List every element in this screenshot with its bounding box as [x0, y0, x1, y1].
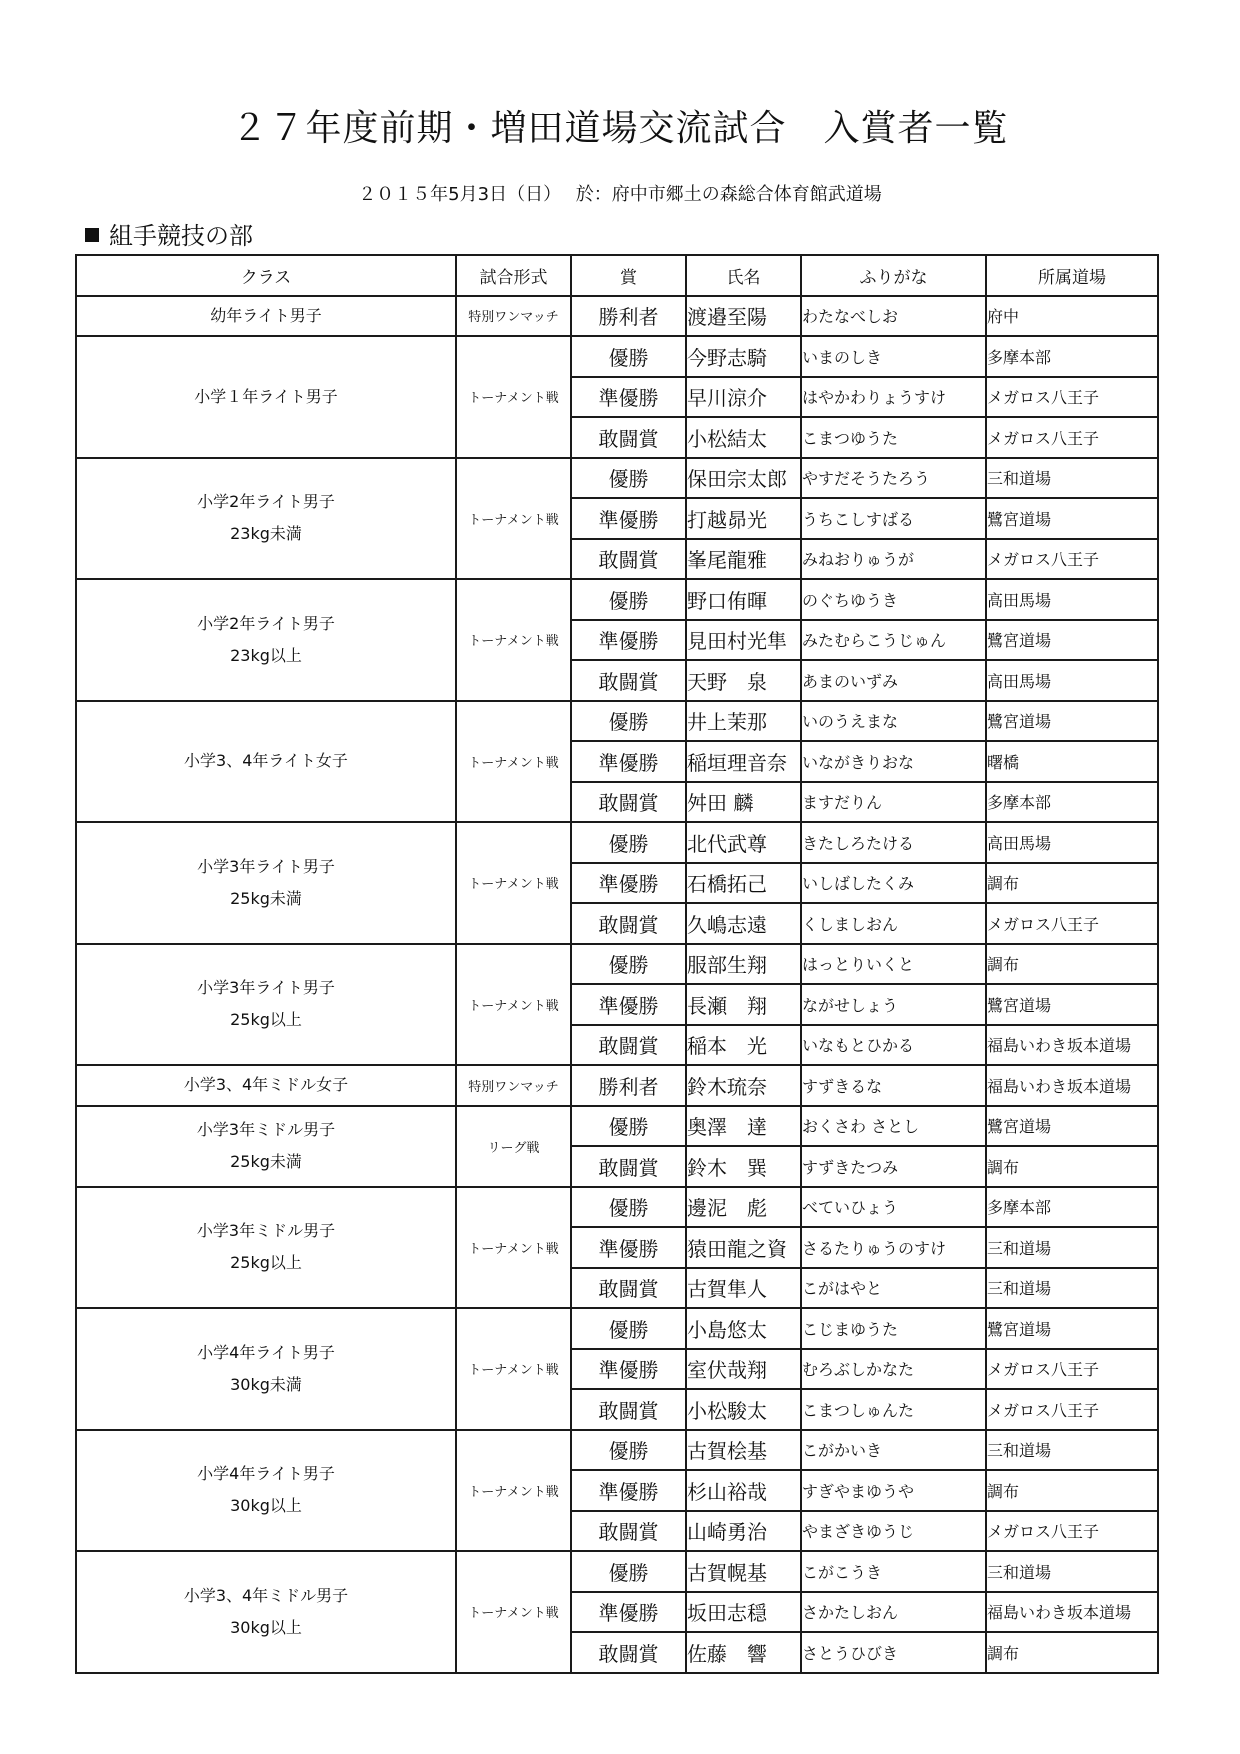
- name-cell: 古賀隼人: [686, 1268, 801, 1309]
- dojo-cell: メガロス八王子: [986, 1349, 1158, 1390]
- dojo-cell: 鷺宮道場: [986, 701, 1158, 742]
- class-line: 25kg以上: [230, 1253, 302, 1273]
- award-cell: 敢闘賞: [571, 1632, 686, 1673]
- name-cell: 稲本 光: [686, 1025, 801, 1066]
- award-cell: 敢闘賞: [571, 1268, 686, 1309]
- furigana-cell: すずきたつみ: [801, 1146, 986, 1187]
- format-cell: トーナメント戦: [456, 1308, 571, 1430]
- furigana-cell: おくさわ さとし: [801, 1106, 986, 1147]
- class-line: 小学3、4年ミドル男子: [183, 1585, 349, 1605]
- dojo-cell: 調布: [986, 1470, 1158, 1511]
- award-cell: 敢闘賞: [571, 1511, 686, 1552]
- name-cell: 鈴木琉奈: [686, 1065, 801, 1106]
- name-cell: 古賀桧基: [686, 1430, 801, 1471]
- class-cell: [76, 944, 456, 1066]
- dojo-cell: 鷺宮道場: [986, 1106, 1158, 1147]
- name-cell: 石橋拓己: [686, 863, 801, 904]
- award-cell: 準優勝: [571, 1227, 686, 1268]
- name-cell: 渡邉至陽: [686, 296, 801, 337]
- furigana-cell: こがはやと: [801, 1268, 986, 1309]
- header-award: 賞: [571, 255, 686, 296]
- name-cell: 早川涼介: [686, 377, 801, 418]
- format-cell: トーナメント戦: [456, 1551, 571, 1673]
- award-cell: 準優勝: [571, 377, 686, 418]
- name-cell: 峯尾龍雅: [686, 539, 801, 580]
- furigana-cell: はやかわりょうすけ: [801, 377, 986, 418]
- furigana-cell: こまつしゅんた: [801, 1389, 986, 1430]
- class-cell: [76, 579, 456, 701]
- format-cell: 特別ワンマッチ: [456, 296, 571, 337]
- dojo-cell: 多摩本部: [986, 336, 1158, 377]
- award-cell: 優勝: [571, 1187, 686, 1228]
- table-row: [76, 944, 1158, 985]
- name-cell: 打越昴光: [686, 498, 801, 539]
- award-cell: 優勝: [571, 701, 686, 742]
- dojo-cell: メガロス八王子: [986, 903, 1158, 944]
- dojo-cell: 福島いわき坂本道場: [986, 1065, 1158, 1106]
- dojo-cell: 高田馬場: [986, 660, 1158, 701]
- black-square-icon: [85, 228, 99, 242]
- dojo-cell: 調布: [986, 944, 1158, 985]
- furigana-cell: いながきりおな: [801, 741, 986, 782]
- award-cell: 優勝: [571, 458, 686, 499]
- dojo-cell: 高田馬場: [986, 822, 1158, 863]
- furigana-cell: こじまゆうた: [801, 1308, 986, 1349]
- furigana-cell: いしばしたくみ: [801, 863, 986, 904]
- dojo-cell: 府中: [986, 296, 1158, 337]
- furigana-cell: はっとりいくと: [801, 944, 986, 985]
- class-line: 30kg未満: [230, 1374, 302, 1394]
- table-row: [76, 458, 1158, 499]
- furigana-cell: さかたしおん: [801, 1592, 986, 1633]
- name-cell: 見田村光隼: [686, 620, 801, 661]
- furigana-cell: あまのいずみ: [801, 660, 986, 701]
- furigana-cell: ますだりん: [801, 782, 986, 823]
- dojo-cell: 福島いわき坂本道場: [986, 1025, 1158, 1066]
- dojo-cell: 福島いわき坂本道場: [986, 1592, 1158, 1633]
- name-cell: 小松駿太: [686, 1389, 801, 1430]
- furigana-cell: みたむらこうじゅん: [801, 620, 986, 661]
- award-cell: 敢闘賞: [571, 539, 686, 580]
- class-line: 小学4年ライト男子: [197, 1342, 335, 1362]
- class-line: 小学3年ミドル男子: [196, 1221, 336, 1241]
- dojo-cell: メガロス八王子: [986, 539, 1158, 580]
- class-cell: [76, 1106, 456, 1187]
- dojo-cell: 三和道場: [986, 1551, 1158, 1592]
- dojo-cell: 曙橋: [986, 741, 1158, 782]
- format-cell: トーナメント戦: [456, 701, 571, 823]
- header-format: 試合形式: [456, 255, 571, 296]
- furigana-cell: こがかいき: [801, 1430, 986, 1471]
- class-cell: [76, 701, 456, 823]
- table-row: [76, 1551, 1158, 1592]
- name-cell: 北代武尊: [686, 822, 801, 863]
- dojo-cell: 調布: [986, 1632, 1158, 1673]
- name-cell: 古賀幌基: [686, 1551, 801, 1592]
- name-cell: 野口侑暉: [686, 579, 801, 620]
- name-cell: 奥澤 達: [686, 1106, 801, 1147]
- header-furigana: ふりがな: [801, 255, 986, 296]
- award-cell: 敢闘賞: [571, 660, 686, 701]
- name-cell: 猿田龍之資: [686, 1227, 801, 1268]
- furigana-cell: さとうひびき: [801, 1632, 986, 1673]
- class-line: 23kg未満: [230, 524, 302, 544]
- name-cell: 久嶋志遠: [686, 903, 801, 944]
- dojo-cell: 鷺宮道場: [986, 498, 1158, 539]
- class-line: 幼年ライト男子: [210, 305, 322, 325]
- name-cell: 舛田 麟: [686, 782, 801, 823]
- award-cell: 準優勝: [571, 863, 686, 904]
- format-cell: トーナメント戦: [456, 1430, 571, 1552]
- furigana-cell: うちこしすばる: [801, 498, 986, 539]
- section-label: 組手競技の部: [109, 222, 253, 250]
- name-cell: 鈴木 巽: [686, 1146, 801, 1187]
- table-row: [76, 1308, 1158, 1349]
- furigana-cell: さるたりゅうのすけ: [801, 1227, 986, 1268]
- format-cell: トーナメント戦: [456, 579, 571, 701]
- name-cell: 小松結太: [686, 417, 801, 458]
- furigana-cell: みねおりゅうが: [801, 539, 986, 580]
- table-row: [76, 1430, 1158, 1471]
- name-cell: 長瀬 翔: [686, 984, 801, 1025]
- dojo-cell: 調布: [986, 863, 1158, 904]
- award-cell: 敢闘賞: [571, 903, 686, 944]
- furigana-cell: こまつゆうた: [801, 417, 986, 458]
- dojo-cell: 調布: [986, 1146, 1158, 1187]
- award-cell: 優勝: [571, 944, 686, 985]
- dojo-cell: 鷺宮道場: [986, 984, 1158, 1025]
- dojo-cell: メガロス八王子: [986, 1389, 1158, 1430]
- furigana-cell: わたなべしお: [801, 296, 986, 337]
- format-cell: トーナメント戦: [456, 944, 571, 1066]
- dojo-cell: 多摩本部: [986, 782, 1158, 823]
- award-cell: 準優勝: [571, 1470, 686, 1511]
- class-cell: [76, 1308, 456, 1430]
- class-line: 小学１年ライト男子: [194, 386, 338, 406]
- section-heading: [85, 216, 253, 251]
- class-cell: [76, 1551, 456, 1673]
- award-cell: 優勝: [571, 336, 686, 377]
- award-cell: 敢闘賞: [571, 1146, 686, 1187]
- header-dojo: 所属道場: [986, 255, 1158, 296]
- class-line: 小学3年ライト男子: [197, 856, 335, 876]
- event-date-venue: ２０１５年5月3日（日） 於：府中市郷土の森総合体育館武道場: [358, 184, 882, 205]
- award-cell: 勝利者: [571, 296, 686, 337]
- table-row: [76, 579, 1158, 620]
- name-cell: 天野 泉: [686, 660, 801, 701]
- table-row: [76, 1065, 1158, 1106]
- furigana-cell: ながせしょう: [801, 984, 986, 1025]
- class-line: 小学4年ライト男子: [197, 1464, 335, 1484]
- class-line: 23kg以上: [230, 645, 302, 665]
- furigana-cell: すずきるな: [801, 1065, 986, 1106]
- dojo-cell: メガロス八王子: [986, 417, 1158, 458]
- furigana-cell: やまざきゆうじ: [801, 1511, 986, 1552]
- furigana-cell: いのうえまな: [801, 701, 986, 742]
- class-cell: [76, 1065, 456, 1106]
- class-cell: [76, 336, 456, 458]
- table-row: [76, 336, 1158, 377]
- award-cell: 準優勝: [571, 741, 686, 782]
- class-line: 小学2年ライト男子: [197, 492, 335, 512]
- class-line: 小学3、4年ライト女子: [184, 751, 348, 771]
- award-cell: 準優勝: [571, 984, 686, 1025]
- furigana-cell: こがこうき: [801, 1551, 986, 1592]
- name-cell: 杉山裕哉: [686, 1470, 801, 1511]
- class-line: 小学3、4年ミドル女子: [183, 1075, 349, 1095]
- class-cell: [76, 1187, 456, 1309]
- header-class: クラス: [76, 255, 456, 296]
- dojo-cell: メガロス八王子: [986, 1511, 1158, 1552]
- name-cell: 井上茉那: [686, 701, 801, 742]
- award-cell: 準優勝: [571, 620, 686, 661]
- format-cell: リーグ戦: [456, 1106, 571, 1187]
- format-cell: トーナメント戦: [456, 458, 571, 580]
- page-title: ２７年度前期・増田道場交流試合 入賞者一覧: [231, 108, 1009, 149]
- name-cell: 今野志騎: [686, 336, 801, 377]
- furigana-cell: すぎやまゆうや: [801, 1470, 986, 1511]
- furigana-cell: べていひょう: [801, 1187, 986, 1228]
- dojo-cell: 鷺宮道場: [986, 1308, 1158, 1349]
- dojo-cell: 三和道場: [986, 1227, 1158, 1268]
- class-cell: [76, 296, 456, 337]
- dojo-cell: 鷺宮道場: [986, 620, 1158, 661]
- award-cell: 優勝: [571, 579, 686, 620]
- furigana-cell: きたしろたける: [801, 822, 986, 863]
- award-cell: 優勝: [571, 1551, 686, 1592]
- format-cell: トーナメント戦: [456, 336, 571, 458]
- name-cell: 小島悠太: [686, 1308, 801, 1349]
- dojo-cell: 多摩本部: [986, 1187, 1158, 1228]
- class-cell: [76, 822, 456, 944]
- class-line: 小学2年ライト男子: [197, 613, 335, 633]
- name-cell: 山崎勇治: [686, 1511, 801, 1552]
- name-cell: 邊泥 彪: [686, 1187, 801, 1228]
- format-cell: トーナメント戦: [456, 1187, 571, 1309]
- name-cell: 服部生翔: [686, 944, 801, 985]
- class-cell: [76, 1430, 456, 1552]
- dojo-cell: 三和道場: [986, 1268, 1158, 1309]
- format-cell: トーナメント戦: [456, 822, 571, 944]
- furigana-cell: むろぶしかなた: [801, 1349, 986, 1390]
- class-line: 25kg未満: [230, 1152, 302, 1171]
- furigana-cell: やすだそうたろう: [801, 458, 986, 499]
- award-cell: 敢闘賞: [571, 1025, 686, 1066]
- class-line: 30kg以上: [230, 1496, 302, 1516]
- class-line: 30kg以上: [230, 1617, 302, 1637]
- dojo-cell: メガロス八王子: [986, 377, 1158, 418]
- awards-table: [75, 254, 1159, 1674]
- table-row: [76, 701, 1158, 742]
- class-line: 小学3年ライト男子: [197, 978, 335, 998]
- name-cell: 坂田志穏: [686, 1592, 801, 1633]
- class-line: 25kg以上: [230, 1010, 302, 1030]
- table-row: [76, 1106, 1158, 1147]
- table-row: [76, 296, 1158, 337]
- furigana-cell: いまのしき: [801, 336, 986, 377]
- award-cell: 準優勝: [571, 1349, 686, 1390]
- table-row: [76, 1187, 1158, 1228]
- award-cell: 優勝: [571, 1430, 686, 1471]
- name-cell: 室伏哉翔: [686, 1349, 801, 1390]
- name-cell: 佐藤 響: [686, 1632, 801, 1673]
- class-line: 25kg未満: [230, 888, 302, 908]
- header-row: [76, 255, 1158, 296]
- name-cell: 稲垣理音奈: [686, 741, 801, 782]
- header-name: 氏名: [686, 255, 801, 296]
- award-cell: 敢闘賞: [571, 782, 686, 823]
- award-cell: 敢闘賞: [571, 417, 686, 458]
- award-cell: 準優勝: [571, 1592, 686, 1633]
- furigana-cell: くしましおん: [801, 903, 986, 944]
- dojo-cell: 三和道場: [986, 458, 1158, 499]
- table-row: [76, 822, 1158, 863]
- furigana-cell: いなもとひかる: [801, 1025, 986, 1066]
- furigana-cell: のぐちゆうき: [801, 579, 986, 620]
- dojo-cell: 高田馬場: [986, 579, 1158, 620]
- award-cell: 勝利者: [571, 1065, 686, 1106]
- award-cell: 準優勝: [571, 498, 686, 539]
- award-cell: 優勝: [571, 1308, 686, 1349]
- class-cell: [76, 458, 456, 580]
- class-line: 小学3年ミドル男子: [196, 1120, 336, 1139]
- name-cell: 保田宗太郎: [686, 458, 801, 499]
- award-cell: 敢闘賞: [571, 1389, 686, 1430]
- dojo-cell: 三和道場: [986, 1430, 1158, 1471]
- awards-body: [76, 296, 1158, 1673]
- award-cell: 優勝: [571, 1106, 686, 1147]
- format-cell: 特別ワンマッチ: [456, 1065, 571, 1106]
- award-cell: 優勝: [571, 822, 686, 863]
